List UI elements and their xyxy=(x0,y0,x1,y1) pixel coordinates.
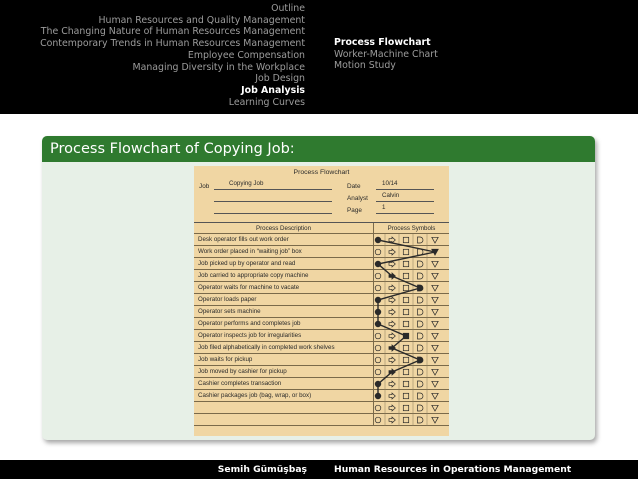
storage-triangle-icon xyxy=(432,285,438,291)
storage-triangle-icon xyxy=(432,297,438,303)
delay-d-icon xyxy=(418,297,424,303)
inspection-square-icon xyxy=(403,285,408,290)
transport-arrow-icon xyxy=(389,357,395,363)
process-symbols-chart xyxy=(194,222,449,426)
storage-triangle-icon xyxy=(432,369,438,375)
operation-circle-icon xyxy=(375,273,381,279)
storage-triangle-icon xyxy=(432,321,438,327)
delay-d-icon xyxy=(418,369,424,375)
inspection-square-icon xyxy=(403,261,408,266)
process-table xyxy=(194,222,449,426)
operation-circle-icon xyxy=(375,405,381,411)
transport-arrow-icon xyxy=(389,381,395,387)
operation-circle-icon xyxy=(375,249,381,255)
page-underline xyxy=(376,213,434,214)
job-underline xyxy=(214,189,332,190)
operation-circle-icon xyxy=(375,369,381,375)
content-block xyxy=(42,136,595,440)
transport-arrow-icon xyxy=(389,417,395,423)
operation-circle-icon xyxy=(375,333,381,339)
date-label: Date xyxy=(347,183,361,190)
delay-d-icon xyxy=(418,381,424,387)
delay-d-icon xyxy=(418,345,424,351)
date-underline xyxy=(376,189,434,190)
inspection-square-icon xyxy=(403,249,408,254)
row-description: Cashier completes transaction xyxy=(194,378,374,390)
analyst-underline xyxy=(376,201,434,202)
analyst-label: Analyst xyxy=(347,195,368,202)
column-header-description: Process Description xyxy=(194,223,374,235)
storage-triangle-icon xyxy=(432,237,438,243)
process-flowchart-figure xyxy=(194,166,449,436)
row-description: Job filed alphabetically in completed work shelves xyxy=(194,342,374,354)
transport-arrow-icon xyxy=(389,249,395,255)
delay-d-icon xyxy=(418,417,424,423)
nav-section-job-design[interactable]: Job Design xyxy=(255,73,305,85)
block-title: Process Flowchart of Copying Job: xyxy=(42,136,595,162)
inspection-square-icon xyxy=(403,309,408,314)
storage-triangle-icon xyxy=(432,381,438,387)
storage-triangle-icon xyxy=(432,417,438,423)
storage-triangle-icon xyxy=(432,309,438,315)
footer xyxy=(0,460,638,479)
delay-d-icon xyxy=(418,237,424,243)
delay-d-icon xyxy=(418,309,424,315)
operation-circle-icon xyxy=(375,285,381,291)
nav-section-the-changing-nature-of-human-resources-management[interactable]: The Changing Nature of Human Resources Management xyxy=(40,26,305,38)
row-description: Operator loads paper xyxy=(194,294,374,306)
inspection-square-icon xyxy=(403,417,408,422)
storage-triangle-icon xyxy=(432,393,438,399)
job-label: Job xyxy=(199,183,210,190)
operation-circle-icon xyxy=(375,417,381,423)
inspection-square-icon xyxy=(403,321,408,326)
nav-section-managing-diversity-in-the-workplace[interactable]: Managing Diversity in the Workplace xyxy=(132,61,305,73)
nav-section-outline[interactable]: Outline xyxy=(271,3,305,14)
process-path-line xyxy=(378,240,435,396)
nav-section-employee-compensation[interactable]: Employee Compensation xyxy=(187,49,305,61)
job-value: Copying Job xyxy=(229,180,264,187)
column-header-symbols: Process Symbols xyxy=(387,225,436,232)
operation-circle-icon xyxy=(375,357,381,363)
inspection-square-icon xyxy=(403,345,408,350)
row-description: Work order placed in “waiting job” box xyxy=(194,246,374,258)
nav-subsection-worker-machine-chart[interactable]: Worker-Machine Chart xyxy=(334,48,438,60)
row-description: Job moved by cashier for pickup xyxy=(194,366,374,378)
nav-subsection-motion-study[interactable]: Motion Study xyxy=(334,60,396,72)
transport-arrow-icon xyxy=(389,309,395,315)
inspection-square-icon xyxy=(403,369,408,374)
row-description: Cashier packages job (bag, wrap, or box) xyxy=(194,390,374,402)
inspection-square-icon xyxy=(403,273,408,278)
delay-d-icon xyxy=(418,273,424,279)
row-description: Job waits for pickup xyxy=(194,354,374,366)
page-label: Page xyxy=(347,207,362,214)
nav-section-human-resources-and-quality-management[interactable]: Human Resources and Quality Management xyxy=(98,14,305,26)
transport-arrow-icon xyxy=(389,285,395,291)
section-nav xyxy=(0,0,319,114)
inspection-square-icon xyxy=(403,393,408,398)
transport-arrow-icon xyxy=(389,405,395,411)
storage-triangle-icon xyxy=(432,405,438,411)
storage-triangle-icon xyxy=(432,345,438,351)
header-navigation xyxy=(0,0,638,114)
inspection-square-icon xyxy=(403,405,408,410)
row-description: Job carried to appropriate copy machine xyxy=(194,270,374,282)
delay-d-icon xyxy=(418,405,424,411)
page-value: 1 xyxy=(382,204,386,211)
nav-section-contemporary-trends-in-human-resources-management[interactable]: Contemporary Trends in Human Resources Management xyxy=(40,38,305,50)
blank-underline xyxy=(214,201,332,202)
inspection-square-icon xyxy=(403,297,408,302)
row-description: Operator inspects job for irregularities xyxy=(194,330,374,342)
storage-triangle-icon xyxy=(432,261,438,267)
inspection-square-icon xyxy=(403,357,408,362)
footer-author: Semih Gümüşbaş xyxy=(217,464,307,475)
storage-triangle-icon xyxy=(432,333,438,339)
row-description: Operator performs and completes job xyxy=(194,318,374,330)
transport-arrow-icon xyxy=(389,321,395,327)
transport-arrow-icon xyxy=(389,333,395,339)
subsection-nav xyxy=(319,0,638,114)
operation-circle-icon xyxy=(375,345,381,351)
delay-d-icon xyxy=(418,333,424,339)
transport-arrow-icon xyxy=(389,297,395,303)
figure-title: Process Flowchart xyxy=(293,169,350,176)
storage-triangle-icon xyxy=(432,273,438,279)
row-description: Job picked up by operator and read xyxy=(194,258,374,270)
row-description: Desk operator fills out work order xyxy=(194,234,374,246)
nav-section-job-analysis[interactable]: Job Analysis xyxy=(241,84,305,96)
delay-d-icon xyxy=(418,321,424,327)
inspection-square-icon xyxy=(403,237,408,242)
transport-arrow-icon xyxy=(389,393,395,399)
delay-d-icon xyxy=(418,393,424,399)
analyst-value: Calvin xyxy=(382,192,400,199)
date-value: 10/14 xyxy=(382,180,398,187)
footer-course: Human Resources in Operations Management xyxy=(334,464,572,475)
inspection-square-icon xyxy=(403,381,408,386)
nav-subsection-process-flowchart[interactable]: Process Flowchart xyxy=(334,37,431,48)
row-description: Operator waits for machine to vacate xyxy=(194,282,374,294)
row-description: Operator sets machine xyxy=(194,306,374,318)
nav-section-learning-curves[interactable]: Learning Curves xyxy=(228,96,305,108)
storage-triangle-icon xyxy=(432,357,438,363)
blank-underline xyxy=(214,213,332,214)
delay-d-icon xyxy=(418,261,424,267)
